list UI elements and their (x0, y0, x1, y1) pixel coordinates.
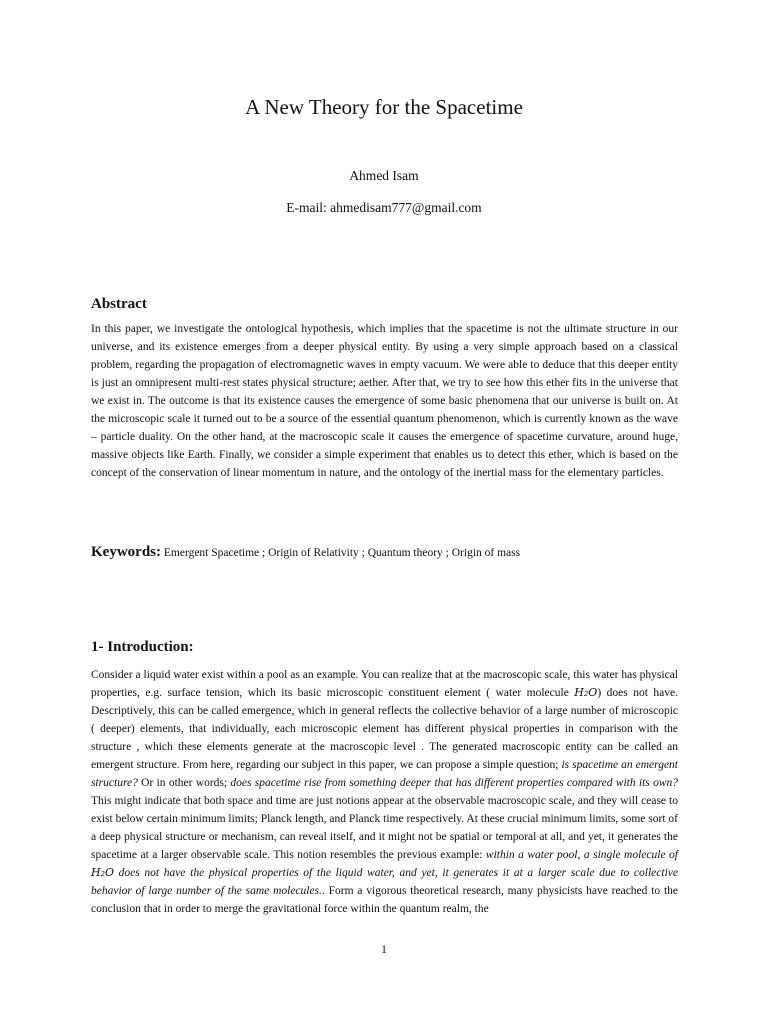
abstract-text: In this paper, we investigate the ontological hypothesis, which implies that the spacetime is not the ultimate structure in our universe, and its existence emerges from a deeper physical entity. By using a very simple approach based on a classical problem, regarding the propagation of electromagnetic waves in empty vacuum. We were able to deduce that this deeper entity is just an omnipresent multi-rest states physical structure; aether. After that, we try to see how this ether fits in the universe that we exist in. The outcome is that its existence causes the emergence of some basic phenomena that our universe is built on. At the microscopic scale it turned out to be a source of the essential quantum phenomenon, which is currently known as the wave – particle duality. On the other hand, at the macroscopic scale it causes the emergence of spacetime curvature, around huge, massive objects like Earth. Finally, we consider a simple experiment that enables us to detect this ether, which is based on the concept of the conservation of linear momentum in nature, and the ontology of the inertial mass for the elementary particles. (91, 323, 678, 479)
intro-question-2: does spacetime rise from something deeper that has different properties compared with its own? (230, 777, 678, 789)
keywords-line (91, 542, 691, 563)
abstract-heading: Abstract (91, 296, 147, 312)
keywords-label: Keywords: (91, 544, 161, 560)
page-number: 1 (381, 944, 387, 956)
intro-text-2: ) does not have. Descriptively, this can be called emergence, which in general reflects the collective behavior of a large number of microscopic ( deeper) elements, that individually, each microscopic element has different physical properties in comparison with the structure , which these elements generate at the macroscopic level . The generated macroscopic entity can be called an emergent structure. From here, regarding our subject in this paper, we can propose a simple question; (91, 687, 678, 771)
author-email: E-mail: ahmedisam777@gmail.com (286, 200, 482, 215)
keywords-text: Emergent Spacetime ; Origin of Relativity ; Quantum theory ; Origin of mass (161, 547, 521, 559)
introduction-paragraph (91, 666, 678, 918)
intro-text-3: Or in other words; (137, 777, 231, 789)
author-name: Ahmed Isam (349, 168, 419, 183)
intro-example-1: within a water pool, a single molecule of (485, 849, 678, 861)
intro-question-1: is spacetime an emergent structure? (91, 759, 679, 789)
introduction-heading: 1- Introduction: (91, 639, 194, 655)
intro-text-4: This might indicate that both space and time are just notions appear at the observable macroscopic scale, and they will cease to exist below certain minimum limits; Planck length, and Planck time respectively. At these crucial minimum limits, some sort of a deep physical structure or mechanism, can reveal itself, and it might not be spatial or temporal at all, and yet, it generates the spacetime at a larger observable scale. This notion resembles the previous example: (91, 795, 678, 861)
intro-text-1: Consider a liquid water exist within a pool as an example. You can realize that at the macroscopic scale, this water has physical properties, e.g. surface tension, which its basic microscopic constituent element ( water molecule (91, 669, 678, 699)
intro-example-2: does not have the physical properties of the liquid water, and yet, it generates it at a larger scale due to collective behavior of large number of the same molecules. (91, 867, 678, 897)
h2o-formula-2: H₂O (91, 866, 115, 879)
intro-text-5: . Form a vigorous theoretical research, many physicists have reached to the conclusion that in order to merge the gravitational force within the quantum realm, the (91, 885, 679, 915)
paper-title: A New Theory for the Spacetime (245, 95, 523, 119)
h2o-formula: H₂O (574, 686, 598, 699)
